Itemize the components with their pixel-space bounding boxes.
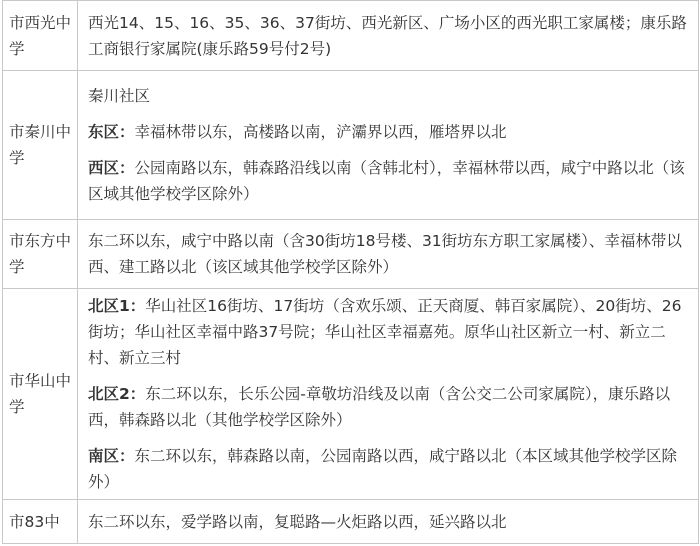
district-text: 东二环以东，爱学路以南，复聪路—火炬路以西，延兴路以北 bbox=[88, 512, 507, 531]
district-part bbox=[88, 119, 690, 145]
district-part-label: 北区1： bbox=[88, 297, 146, 315]
district-part-text: 公园南路以东，韩森路沿线以南（含韩北村），幸福林带以西，咸宁中路以北（该区域其他学校学区除外） bbox=[88, 159, 685, 203]
table-row bbox=[3, 289, 699, 500]
table-row bbox=[3, 220, 699, 289]
district-part bbox=[88, 381, 690, 433]
school-name: 市西光中学 bbox=[3, 1, 78, 71]
district-text: 东二环以东，咸宁中路以南（含30街坊18号楼、31街坊东方职工家属楼）、幸福林带以西、建工路以北（该区域其他学校学区除外） bbox=[88, 232, 682, 276]
district-part-text: 幸福林带以东，高楼路以南，浐灞界以西，雁塔界以北 bbox=[134, 123, 507, 141]
district-part bbox=[88, 155, 690, 207]
district-part-label: 南区： bbox=[88, 447, 135, 465]
table-row bbox=[3, 1, 699, 71]
district-description bbox=[78, 220, 699, 289]
district-part-text: 华山社区16街坊、17街坊（含欢乐颂、正天商厦、韩百家属院）、20街坊、26街坊；华山社区幸福中路37号院；华山社区幸福嘉苑。原华山社区新立一村、新立二村、新立三村 bbox=[88, 297, 682, 367]
district-part bbox=[88, 293, 690, 371]
school-name: 市东方中学 bbox=[3, 220, 78, 289]
school-name: 市83中 bbox=[3, 500, 78, 544]
district-description bbox=[78, 1, 699, 71]
district-intro: 秦川社区 bbox=[88, 87, 151, 105]
district-description bbox=[78, 289, 699, 500]
district-part bbox=[88, 443, 690, 495]
table-row bbox=[3, 71, 699, 220]
district-part-label: 东区： bbox=[88, 123, 135, 141]
district-part-text: 东二环以东，韩森路以南，公园南路以西，咸宁路以北（本区域其他学校学区除外） bbox=[88, 447, 678, 491]
district-part-label: 北区2： bbox=[88, 385, 146, 403]
district-description bbox=[78, 500, 699, 544]
district-description bbox=[78, 71, 699, 220]
table-row bbox=[3, 500, 699, 544]
district-text: 西光14、15、16、35、36、37街坊、西光新区、广场小区的西光职工家属楼；康乐路工商银行家属院(康乐路59号付2号) bbox=[88, 13, 687, 58]
school-name: 市华山中学 bbox=[3, 289, 78, 500]
district-part-label: 西区： bbox=[88, 159, 135, 177]
district-part-text: 东二环以东，长乐公园-章敬坊沿线及以南（含公交二公司家属院），康乐路以西，韩森路以北（其他学校学区除外） bbox=[88, 385, 671, 429]
school-name: 市秦川中学 bbox=[3, 71, 78, 220]
school-district-table bbox=[2, 0, 699, 544]
